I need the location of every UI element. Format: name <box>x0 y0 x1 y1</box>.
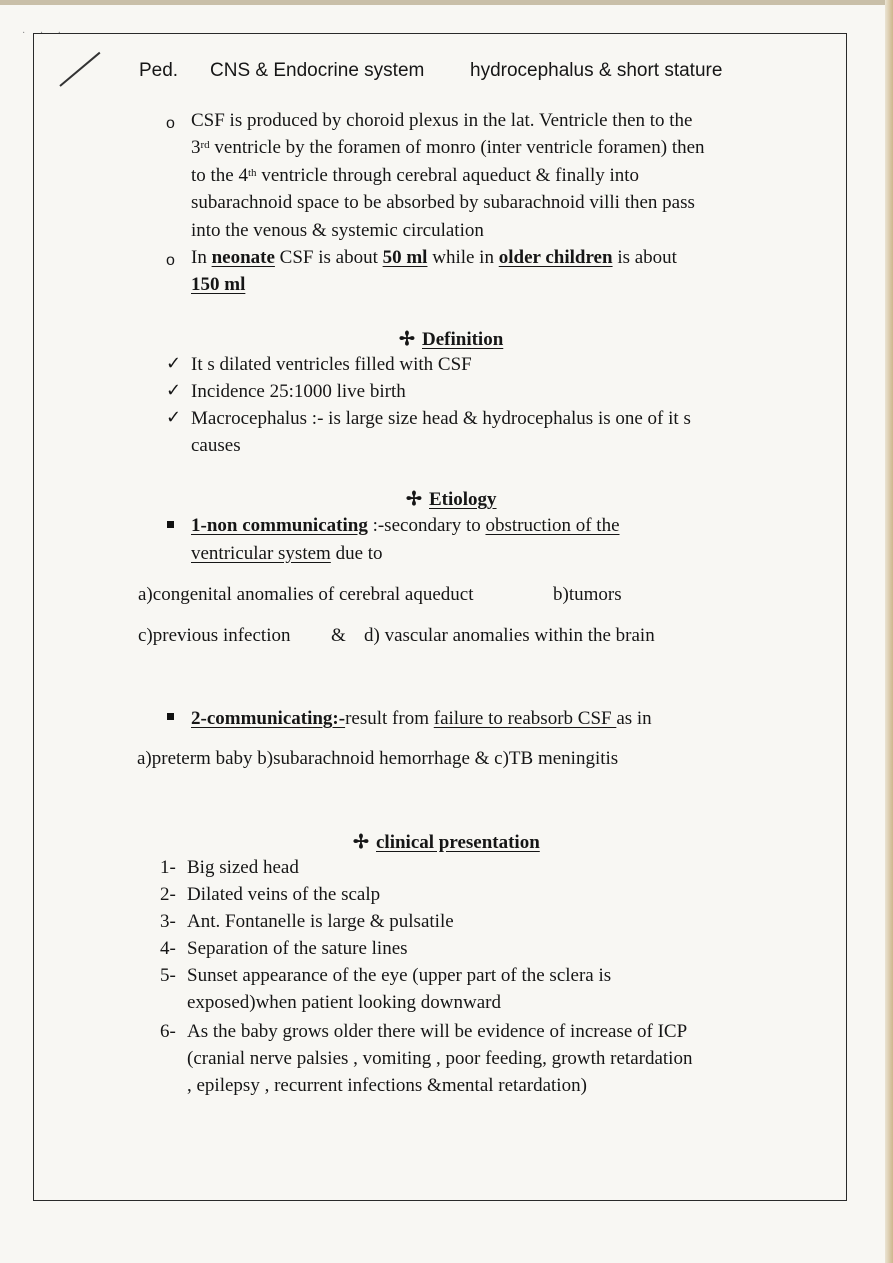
list-number: 5- <box>160 965 176 986</box>
circle-bullet-icon: o <box>166 252 175 269</box>
definition-item-2: Incidence 25:1000 live birth <box>191 381 406 402</box>
clinical-item-1: Big sized head <box>187 857 299 878</box>
pushpin-cross-icon: ✢ <box>406 489 422 510</box>
communicating-line: 2-communicating:-result from failure to reabsorb CSF as in <box>191 708 652 729</box>
clinical-item-4: Separation of the sature lines <box>187 938 408 959</box>
check-icon: ✓ <box>166 353 182 374</box>
non-communicating-cause-c: c)previous infection <box>138 625 291 646</box>
square-bullet-icon <box>167 713 174 720</box>
pushpin-cross-icon: ✢ <box>353 832 369 853</box>
non-communicating-line: 1-non communicating :-secondary to obstruction of the <box>191 515 620 536</box>
intro-volume-line: In neonate CSF is about 50 ml while in older children is about <box>191 247 677 268</box>
intro-line-4: subarachnoid space to be absorbed by subarachnoid villi then pass <box>191 192 695 213</box>
scan-noise: · · · <box>22 28 67 39</box>
header-topic: hydrocephalus & short stature <box>470 60 723 81</box>
scan-right-edge <box>885 0 893 1263</box>
intro-volume-150: 150 ml <box>191 274 246 295</box>
definition-item-3: Macrocephalus :- is large size head & hydrocephalus is one of it s <box>191 408 691 429</box>
intro-line-1: CSF is produced by choroid plexus in the lat. Ventricle then to the <box>191 110 693 131</box>
ampersand: & <box>331 625 346 646</box>
etiology-heading: ✢ Etiology <box>405 486 497 513</box>
circle-bullet-icon: o <box>166 115 175 132</box>
clinical-item-6-line-3: , epilepsy , recurrent infections &mental retardation) <box>187 1075 587 1096</box>
list-number: 3- <box>160 911 176 932</box>
intro-line-5: into the venous & systemic circulation <box>191 220 484 241</box>
header-system: CNS & Endocrine system <box>210 60 425 81</box>
list-number: 6- <box>160 1021 176 1042</box>
check-icon: ✓ <box>166 407 182 428</box>
list-number: 2- <box>160 884 176 905</box>
scan-top-edge <box>0 0 893 5</box>
clinical-item-3: Ant. Fontanelle is large & pulsatile <box>187 911 454 932</box>
intro-line-3: to the 4th ventricle through cerebral aqueduct & finally into <box>191 165 640 186</box>
clinical-item-6-line-2: (cranial nerve palsies , vomiting , poor feeding, growth retardation <box>187 1048 693 1069</box>
header-subject: Ped. <box>139 60 179 81</box>
definition-item-3-cont: causes <box>191 435 241 456</box>
clinical-item-2: Dilated veins of the scalp <box>187 884 381 905</box>
definition-heading: ✢ Definition <box>398 326 503 353</box>
clinical-heading: ✢ clinical presentation <box>352 829 540 856</box>
clinical-item-5-cont: exposed)when patient looking downward <box>187 992 501 1013</box>
definition-item-1: It s dilated ventricles filled with CSF <box>191 354 472 375</box>
list-number: 4- <box>160 938 176 959</box>
check-icon: ✓ <box>166 380 182 401</box>
non-communicating-line-2: ventricular system due to <box>191 543 383 564</box>
square-bullet-icon <box>167 521 174 528</box>
intro-line-2: 3rd ventricle by the foramen of monro (inter ventricle foramen) then <box>191 137 705 158</box>
non-communicating-cause-b: b)tumors <box>553 584 622 605</box>
list-number: 1- <box>160 857 176 878</box>
non-communicating-cause-a: a)congenital anomalies of cerebral aqueduct <box>138 584 474 605</box>
clinical-item-5: Sunset appearance of the eye (upper part of the sclera is <box>187 965 612 986</box>
communicating-causes: a)preterm baby b)subarachnoid hemorrhage & c)TB meningitis <box>137 748 619 769</box>
non-communicating-cause-d: d) vascular anomalies within the brain <box>364 625 655 646</box>
pushpin-cross-icon: ✢ <box>399 329 415 350</box>
clinical-item-6-line-1: As the baby grows older there will be evidence of increase of ICP <box>187 1021 688 1042</box>
